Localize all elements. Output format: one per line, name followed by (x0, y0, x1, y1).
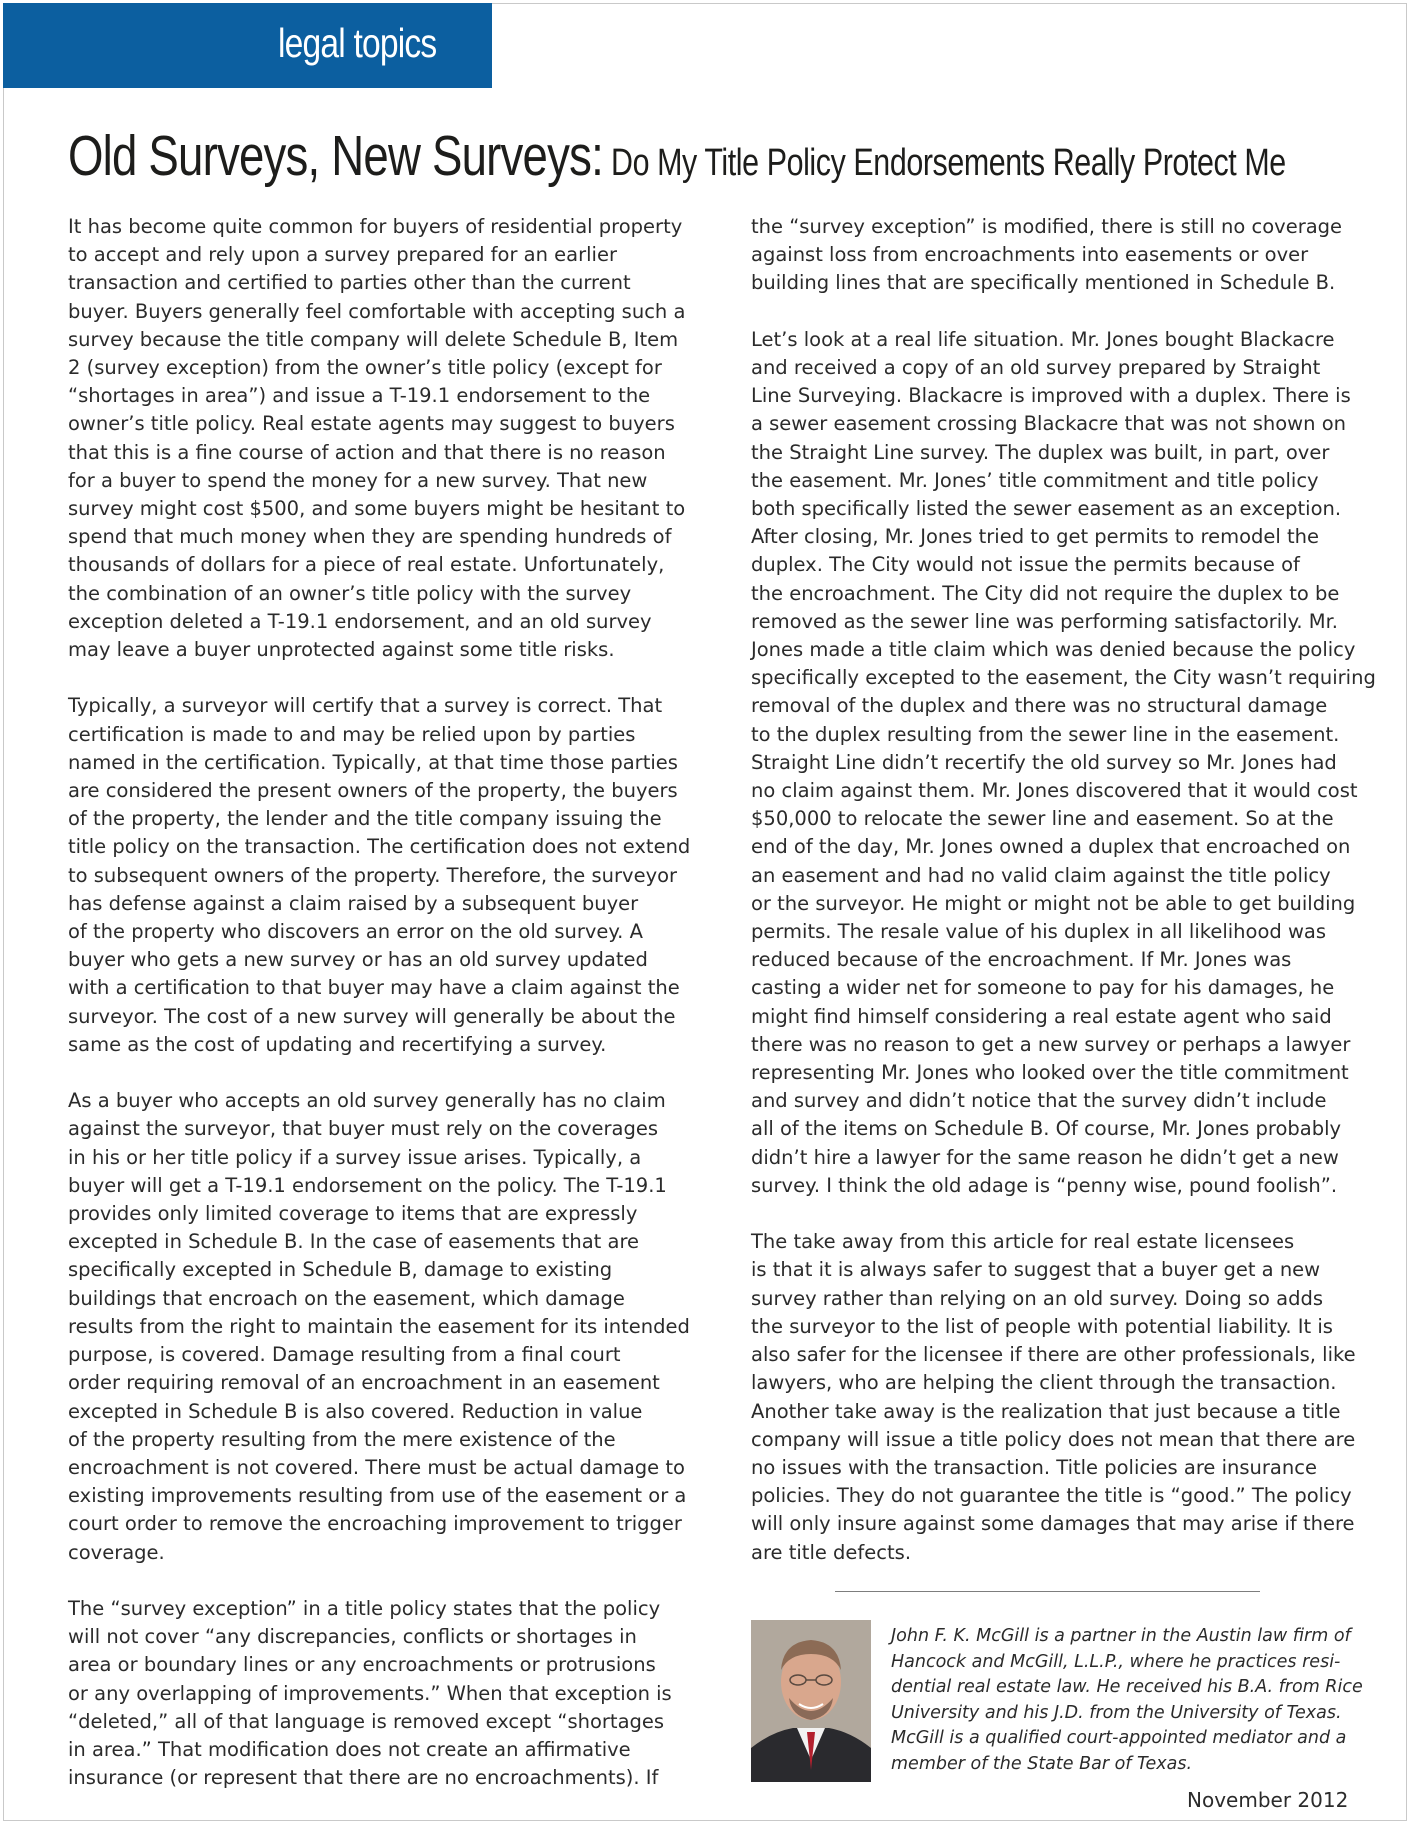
text-line: also safer for the licensee if there are other professionals, like (751, 1343, 1356, 1367)
article-paragraph (751, 1228, 1391, 1566)
text-line: end of the day, Mr. Jones owned a duplex that encroached on (751, 835, 1351, 859)
text-line: certification is made to and may be relied upon by parties (68, 722, 636, 746)
text-line: Jones made a title claim which was denied because the policy (751, 638, 1356, 662)
text-line: insurance (or represent that there are no encroachments). If (68, 1766, 659, 1790)
text-line: survey might cost $500, and some buyers might be hesitant to (68, 497, 686, 521)
text-line: existing improvements resulting from use of the easement or a (68, 1484, 687, 1508)
bio-line: John F. K. McGill is a partner in the Austin law firm of (891, 1626, 1351, 1646)
text-line: “deleted,” all of that language is removed except “shortages (68, 1709, 665, 1733)
text-line: the Straight Line survey. The duplex was built, in part, over (751, 440, 1330, 464)
text-line: buyer will get a T-19.1 endorsement on the policy. The T-19.1 (68, 1173, 667, 1197)
bio-line: member of the State Bar of Texas. (891, 1753, 1193, 1774)
text-line: order requiring removal of an encroachment in an easement (68, 1371, 660, 1395)
text-line: the easement. Mr. Jones’ title commitment and title policy (751, 468, 1319, 492)
text-line: will only insure against some damages that may arise if there (751, 1512, 1355, 1536)
issue-date: November 2012 (1187, 1788, 1349, 1812)
text-line: no issues with the transaction. Title policies are insurance (751, 1455, 1317, 1479)
text-line: 2 (survey exception) from the owner’s title policy (except for (68, 356, 662, 380)
text-line: to the duplex resulting from the sewer line in the easement. (751, 722, 1340, 746)
text-line: purpose, is covered. Damage resulting from a final court (68, 1343, 621, 1367)
text-line: buyer who gets a new survey or has an old survey updated (68, 948, 648, 972)
text-line: no claim against them. Mr. Jones discovered that it would cost (751, 779, 1358, 803)
bio-divider (835, 1591, 1260, 1592)
text-line: owner’s title policy. Real estate agents may suggest to buyers (68, 412, 675, 436)
text-line: specifically excepted to the easement, the City wasn’t requiring (751, 666, 1376, 690)
text-line: court order to remove the encroaching improvement to trigger (68, 1512, 682, 1536)
text-line: or the surveyor. He might or might not be able to get building (751, 891, 1356, 915)
bio-line: McGill is a qualified court-appointed mediator and a (891, 1728, 1347, 1749)
text-line: results from the right to maintain the easement for its intended (68, 1314, 690, 1338)
text-line: The “survey exception” in a title policy states that the policy (68, 1596, 661, 1620)
author-bio (891, 1624, 1391, 1778)
section-tab (3, 3, 492, 88)
text-line: buyer. Buyers generally feel comfortable with accepting such a (68, 299, 686, 323)
text-line: reduced because of the encroachment. If Mr. Jones was (751, 948, 1292, 972)
article-paragraph (68, 1087, 708, 1566)
article-paragraph (68, 692, 708, 1059)
text-line: the “survey exception” is modified, there is still no coverage (751, 215, 1343, 238)
text-line: survey because the title company will delete Schedule B, Item (68, 327, 679, 351)
text-line: thousands of dollars for a piece of real estate. Unfortunately, (68, 553, 665, 577)
text-line: to accept and rely upon a survey prepared for an earlier (68, 243, 617, 267)
text-line: in his or her title policy if a survey issue arises. Typically, a (68, 1145, 642, 1169)
text-line: a sewer easement crossing Blackacre that was not shown on (751, 412, 1346, 436)
text-line: against loss from encroachments into easements or over (751, 243, 1309, 267)
text-line: Line Surveying. Blackacre is improved with a duplex. There is (751, 384, 1351, 408)
text-line: will not cover “any discrepancies, conflicts or shortages in (68, 1625, 637, 1649)
headline-main: Old Surveys, New Surveys: (68, 124, 603, 188)
text-line: coverage. (68, 1540, 165, 1564)
article-paragraph (68, 213, 708, 664)
text-line: or any overlapping of improvements.” When that exception is (68, 1681, 672, 1705)
section-label: legal topics (278, 20, 437, 66)
text-line: Another take away is the realization that just because a title (751, 1399, 1341, 1423)
text-line: might find himself considering a real estate agent who said (751, 1004, 1332, 1028)
text-line: company will issue a title policy does not mean that there are (751, 1427, 1356, 1451)
text-line: provides only limited coverage to items that are expressly (68, 1202, 638, 1226)
text-line: with a certification to that buyer may have a claim against the (68, 976, 680, 1000)
text-line: surveyor. The cost of a new survey will generally be about the (68, 1004, 676, 1028)
text-line: all of the items on Schedule B. Of course, Mr. Jones probably (751, 1117, 1342, 1141)
article-column-right (751, 213, 1391, 1595)
text-line: lawyers, who are helping the client through the transaction. (751, 1371, 1337, 1395)
text-line: policies. They do not guarantee the title is “good.” The policy (751, 1484, 1352, 1508)
text-line: an easement and had no valid claim against the title policy (751, 863, 1331, 887)
text-line: to subsequent owners of the property. Therefore, the surveyor (68, 863, 678, 887)
text-line: Straight Line didn’t recertify the old survey so Mr. Jones had (751, 750, 1337, 774)
text-line: representing Mr. Jones who looked over the title commitment (751, 1061, 1349, 1085)
text-line: has defense against a claim raised by a subsequent buyer (68, 891, 639, 915)
article-headline (68, 123, 1286, 189)
text-line: same as the cost of updating and recertifying a survey. (68, 1032, 607, 1056)
text-line: is that it is always safer to suggest that a buyer get a new (751, 1258, 1321, 1282)
text-line: area or boundary lines or any encroachments or protrusions (68, 1653, 656, 1677)
text-line: Let’s look at a real life situation. Mr. Jones bought Blackacre (751, 327, 1335, 351)
text-line: in area.” That modification does not create an affirmative (68, 1737, 631, 1761)
text-line: transaction and certified to parties other than the current (68, 271, 631, 295)
text-line: and received a copy of an old survey prepared by Straight (751, 356, 1321, 379)
text-line: permits. The resale value of his duplex in all likelihood was (751, 920, 1327, 944)
text-line: After closing, Mr. Jones tried to get permits to remodel the (751, 525, 1320, 549)
text-line: are considered the present owners of the property, the buyers (68, 779, 678, 803)
text-line: duplex. The City would not issue the permits because of (751, 553, 1300, 577)
article-paragraph (68, 1595, 708, 1792)
text-line: casting a wider net for someone to pay for his damages, he (751, 976, 1335, 1000)
text-line: As a buyer who accepts an old survey generally has no claim (68, 1089, 666, 1113)
text-line: of the property who discovers an error on the old survey. A (68, 920, 643, 944)
text-line: removed as the sewer line was performing satisfactorily. Mr. (751, 609, 1339, 633)
text-line: spend that much money when they are spending hundreds of (68, 525, 672, 549)
text-line: that this is a fine course of action and that there is no reason (68, 440, 666, 464)
text-line: survey rather than relying on an old survey. Doing so adds (751, 1286, 1324, 1310)
text-line: the surveyor to the list of people with potential liability. It is (751, 1314, 1333, 1338)
bio-line: Hancock and McGill, L.L.P., where he practices resi- (891, 1651, 1341, 1672)
text-line: are title defects. (751, 1540, 912, 1564)
text-line: building lines that are specifically mentioned in Schedule B. (751, 271, 1336, 295)
bio-line: University and his J.D. from the University of Texas. (891, 1702, 1342, 1723)
text-line: encroachment is not covered. There must be actual damage to (68, 1455, 685, 1479)
text-line: against the surveyor, that buyer must rely on the coverages (68, 1117, 658, 1141)
bio-line: dential real estate law. He received his B.A. from Rice (891, 1677, 1363, 1698)
author-photo (751, 1620, 871, 1782)
text-line: both specifically listed the sewer easement as an exception. (751, 497, 1342, 521)
text-line: The take away from this article for real estate licensees (751, 1230, 1295, 1254)
text-line: Typically, a surveyor will certify that a survey is correct. That (68, 694, 663, 718)
text-line: excepted in Schedule B is also covered. Reduction in value (68, 1399, 643, 1423)
text-line: didn’t hire a lawyer for the same reason he didn’t get a new (751, 1145, 1339, 1169)
text-line: buildings that encroach on the easement, which damage (68, 1286, 625, 1310)
text-line: the encroachment. The City did not require the duplex to be (751, 581, 1340, 605)
text-line: excepted in Schedule B. In the case of easements that are (68, 1230, 640, 1254)
text-line: there was no reason to get a new survey or perhaps a lawyer (751, 1032, 1351, 1056)
text-line: “shortages in area”) and issue a T-19.1 endorsement to the (68, 384, 651, 408)
text-line: survey. I think the old adage is “penny wise, pound foolish”. (751, 1173, 1338, 1197)
article-paragraph (751, 326, 1391, 1200)
text-line: removal of the duplex and there was no structural damage (751, 694, 1328, 718)
text-line: of the property, the lender and the title company issuing the (68, 807, 662, 831)
text-line: for a buyer to spend the money for a new survey. That new (68, 468, 648, 492)
article-paragraph (751, 213, 1391, 298)
text-line: of the property resulting from the mere existence of the (68, 1427, 616, 1451)
text-line: named in the certification. Typically, at that time those parties (68, 750, 678, 774)
text-line: specifically excepted in Schedule B, damage to existing (68, 1258, 613, 1282)
text-line: may leave a buyer unprotected against some title risks. (68, 638, 615, 662)
text-line: and survey and didn’t notice that the survey didn’t include (751, 1089, 1327, 1113)
text-line: the combination of an owner’s title policy with the survey (68, 581, 632, 605)
text-line: title policy on the transaction. The certification does not extend (68, 835, 691, 859)
headline-subtitle: Do My Title Policy Endorsements Really Protect Me (602, 142, 1286, 184)
article-column-left (68, 213, 708, 1821)
text-line: It has become quite common for buyers of residential property (68, 215, 683, 238)
text-line: $50,000 to relocate the sewer line and easement. So at the (751, 807, 1334, 831)
text-line: exception deleted a T-19.1 endorsement, and an old survey (68, 609, 652, 633)
